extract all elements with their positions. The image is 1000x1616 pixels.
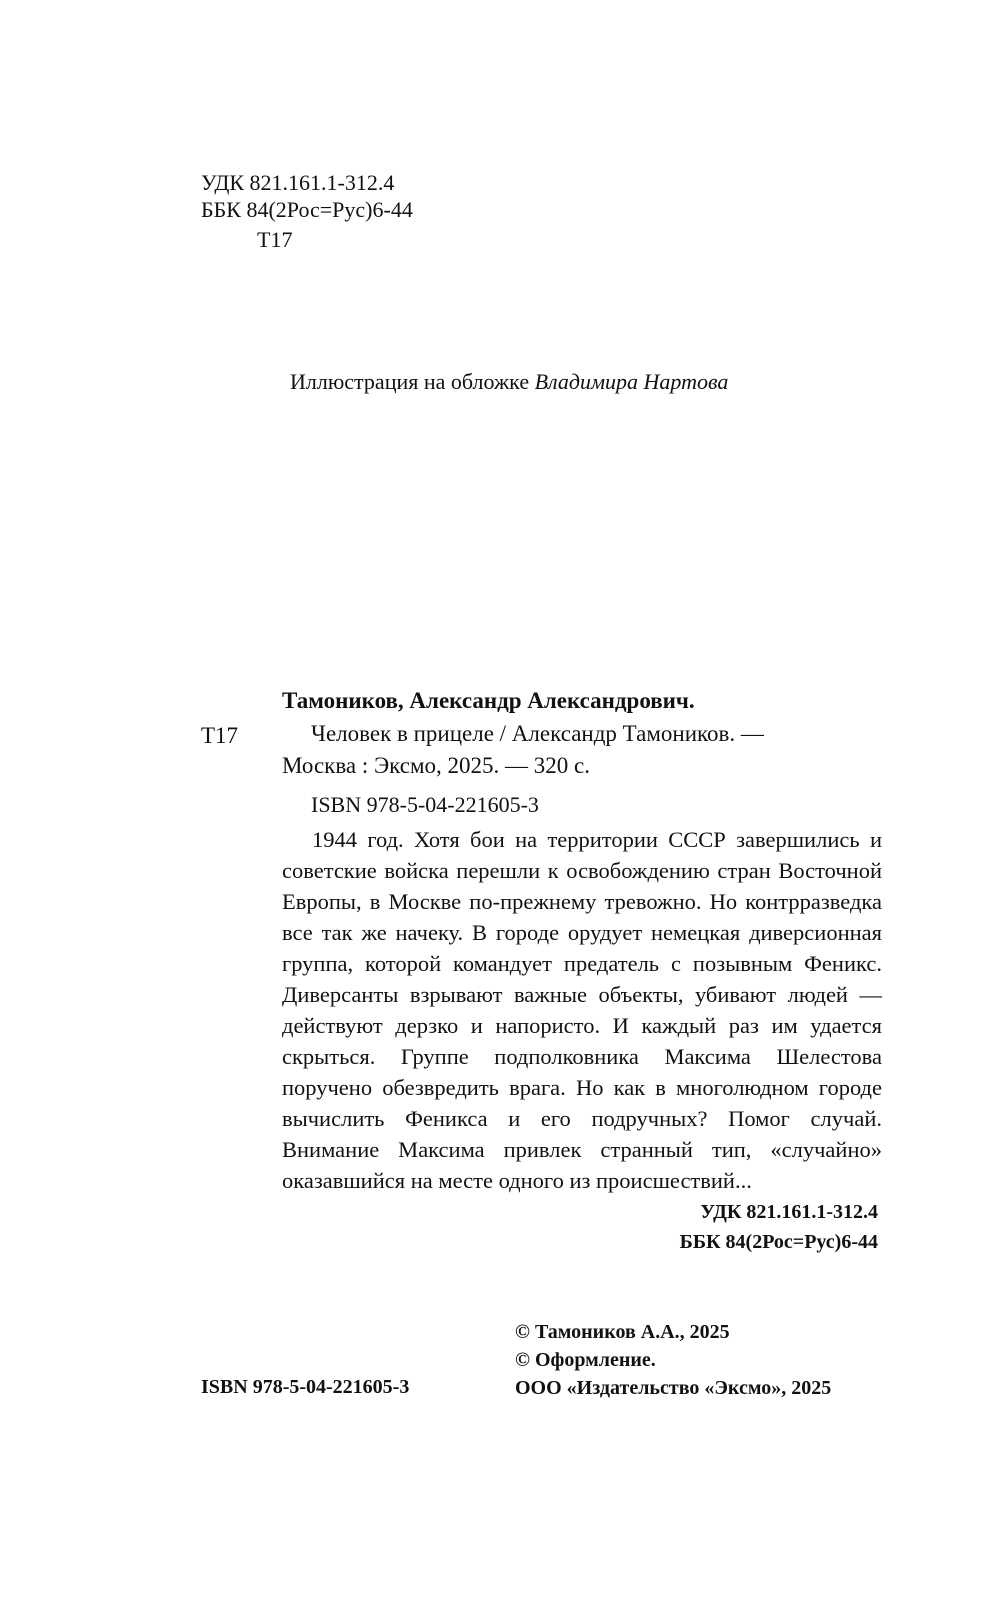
copyright-block [515, 1318, 831, 1402]
record-codes [560, 1197, 878, 1257]
record-author-mark: Т17 [201, 723, 239, 748]
top-udk-code: УДК 821.161.1-312.4 [201, 170, 395, 195]
top-bbk-code: ББК 84(2Рос=Рус)6-44 [201, 197, 413, 222]
illustration-prefix: Иллюстрация на обложке [290, 369, 535, 394]
illustration-credit [290, 369, 728, 395]
annotation-text: 1944 год. Хотя бои на территории СССР завершились и советские войска перешли к освобождению стран Восточной Европы, в Москве по-прежнему тревожно. Но контрразведка все так же начеку. В городе орудует немецкая диверсионная группа, которой командует предатель с позывным Феникс. Диверсанты взрывают важные объекты, убивают людей — действуют дерзко и напористо. И каждый раз им удается скрыться. Группе подполковника Максима Шелестова поручено обезвредить врага. Но как в многолюдном городе вычислить Феникса и его подручных? Помог случай. Внимание Максима привлек странный тип, «случайно» оказавшийся на месте одного из происшествий... [282, 827, 882, 1193]
record-udk-code: УДК 821.161.1-312.4 [700, 1201, 878, 1223]
footer-isbn: ISBN 978-5-04-221605-3 [201, 1376, 410, 1398]
copyright-design: © Оформление. [515, 1349, 656, 1371]
record-author: Тамоников, Александр Александрович. [282, 688, 695, 713]
top-author-mark: Т17 [257, 227, 293, 252]
record-bbk-code: ББК 84(2Рос=Рус)6-44 [679, 1231, 878, 1253]
illustration-artist: Владимира Нартова [534, 369, 729, 394]
copyright-publisher: ООО «Издательство «Эксмо», 2025 [515, 1377, 832, 1399]
record-imprint-line: Москва : Эксмо, 2025. — 320 с. [282, 753, 590, 778]
record-title-line: Человек в прицеле / Александр Тамоников. — [311, 721, 764, 746]
record-isbn: ISBN 978-5-04-221605-3 [311, 792, 539, 817]
copyright-author: © Тамоников А.А., 2025 [515, 1321, 730, 1343]
record-annotation [282, 824, 882, 1196]
